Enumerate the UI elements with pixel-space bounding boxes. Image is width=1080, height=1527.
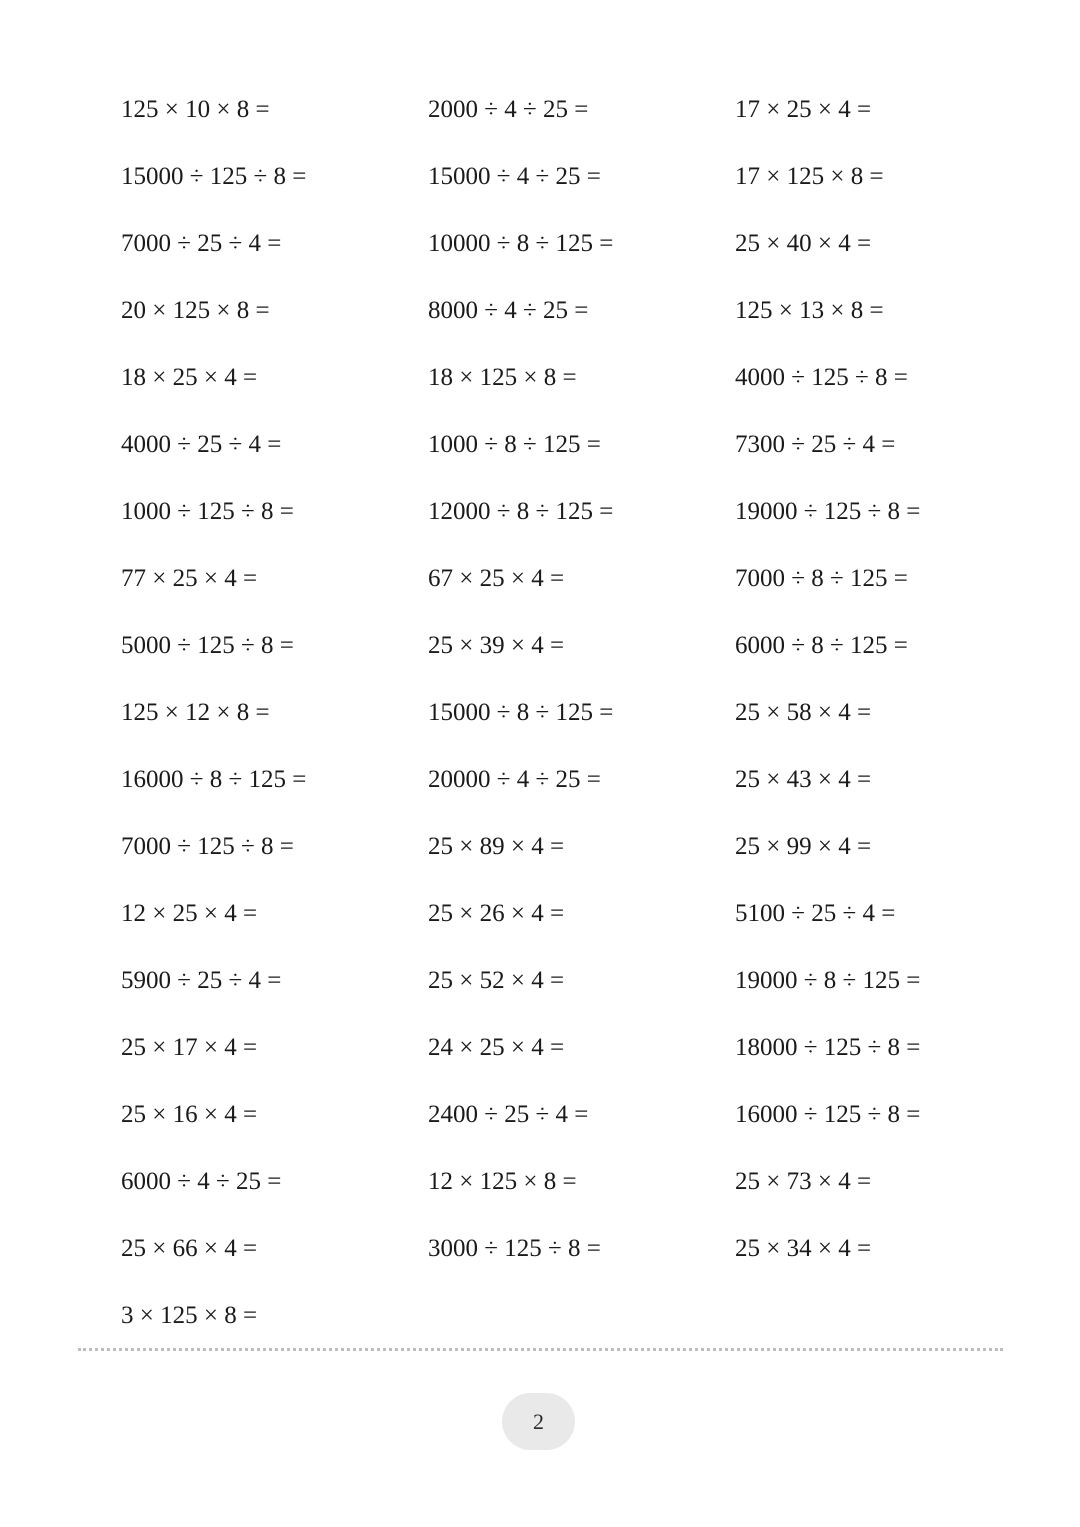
problem-item: 16000 ÷ 125 ÷ 8 = — [735, 1101, 921, 1128]
problem-item: 25 × 89 × 4 = — [428, 833, 565, 860]
problem-row — [121, 746, 1021, 813]
problem-item: 7000 ÷ 8 ÷ 125 = — [735, 565, 908, 592]
problem-item: 25 × 99 × 4 = — [735, 833, 872, 860]
problem-item: 24 × 25 × 4 = — [428, 1034, 565, 1061]
problem-item: 18 × 25 × 4 = — [121, 364, 258, 391]
problem-item: 20 × 125 × 8 = — [121, 297, 270, 324]
problem-row — [121, 478, 1021, 545]
problem-item: 12 × 125 × 8 = — [428, 1168, 577, 1195]
problem-item: 25 × 17 × 4 = — [121, 1034, 258, 1061]
problem-item: 8000 ÷ 4 ÷ 25 = — [428, 297, 589, 324]
problem-item: 25 × 40 × 4 = — [735, 230, 872, 257]
problem-item: 12 × 25 × 4 = — [121, 900, 258, 927]
problem-item: 3000 ÷ 125 ÷ 8 = — [428, 1235, 601, 1262]
problem-item: 1000 ÷ 8 ÷ 125 = — [428, 431, 601, 458]
problem-item: 6000 ÷ 4 ÷ 25 = — [121, 1168, 282, 1195]
problem-row — [121, 1282, 1021, 1349]
problem-row — [121, 210, 1021, 277]
problem-row — [121, 344, 1021, 411]
problem-item: 15000 ÷ 125 ÷ 8 = — [121, 163, 307, 190]
problem-item: 18000 ÷ 125 ÷ 8 = — [735, 1034, 921, 1061]
problem-item: 16000 ÷ 8 ÷ 125 = — [121, 766, 307, 793]
problem-item: 125 × 10 × 8 = — [121, 96, 270, 123]
problem-item: 15000 ÷ 8 ÷ 125 = — [428, 699, 614, 726]
problem-item: 7000 ÷ 125 ÷ 8 = — [121, 833, 294, 860]
problem-item: 17 × 25 × 4 = — [735, 96, 872, 123]
problem-row — [121, 277, 1021, 344]
problem-item: 18 × 125 × 8 = — [428, 364, 577, 391]
problem-row — [121, 880, 1021, 947]
problem-item: 2400 ÷ 25 ÷ 4 = — [428, 1101, 589, 1128]
problem-item: 67 × 25 × 4 = — [428, 565, 565, 592]
problem-row — [121, 947, 1021, 1014]
problem-item: 25 × 39 × 4 = — [428, 632, 565, 659]
problem-item: 15000 ÷ 4 ÷ 25 = — [428, 163, 601, 190]
problem-row — [121, 679, 1021, 746]
footer-divider — [78, 1348, 1003, 1351]
problem-item: 25 × 26 × 4 = — [428, 900, 565, 927]
problem-item: 4000 ÷ 25 ÷ 4 = — [121, 431, 282, 458]
problem-item: 125 × 12 × 8 = — [121, 699, 270, 726]
problem-row — [121, 612, 1021, 679]
problem-item: 25 × 34 × 4 = — [735, 1235, 872, 1262]
problem-item: 2000 ÷ 4 ÷ 25 = — [428, 96, 589, 123]
page-number-badge — [502, 1393, 575, 1450]
problem-item: 17 × 125 × 8 = — [735, 163, 884, 190]
problem-item: 25 × 16 × 4 = — [121, 1101, 258, 1128]
problem-item: 6000 ÷ 8 ÷ 125 = — [735, 632, 908, 659]
problem-item: 25 × 58 × 4 = — [735, 699, 872, 726]
problem-item: 77 × 25 × 4 = — [121, 565, 258, 592]
problem-item: 5900 ÷ 25 ÷ 4 = — [121, 967, 282, 994]
page-number: 2 — [533, 1408, 544, 1434]
problem-item: 10000 ÷ 8 ÷ 125 = — [428, 230, 614, 257]
problem-item: 7300 ÷ 25 ÷ 4 = — [735, 431, 896, 458]
problem-row — [121, 813, 1021, 880]
problem-item: 19000 ÷ 125 ÷ 8 = — [735, 498, 921, 525]
problem-row — [121, 1148, 1021, 1215]
problem-row — [121, 1014, 1021, 1081]
problem-grid — [121, 76, 1021, 1349]
problem-row — [121, 1081, 1021, 1148]
problem-item: 5000 ÷ 125 ÷ 8 = — [121, 632, 294, 659]
problem-item: 25 × 52 × 4 = — [428, 967, 565, 994]
problem-item: 1000 ÷ 125 ÷ 8 = — [121, 498, 294, 525]
problem-item: 12000 ÷ 8 ÷ 125 = — [428, 498, 614, 525]
problem-item: 7000 ÷ 25 ÷ 4 = — [121, 230, 282, 257]
problem-item: 5100 ÷ 25 ÷ 4 = — [735, 900, 896, 927]
problem-item: 25 × 43 × 4 = — [735, 766, 872, 793]
problem-row — [121, 76, 1021, 143]
problem-row — [121, 411, 1021, 478]
problem-item: 19000 ÷ 8 ÷ 125 = — [735, 967, 921, 994]
problem-row — [121, 1215, 1021, 1282]
problem-row — [121, 143, 1021, 210]
problem-item: 25 × 73 × 4 = — [735, 1168, 872, 1195]
problem-item: 20000 ÷ 4 ÷ 25 = — [428, 766, 601, 793]
problem-item: 25 × 66 × 4 = — [121, 1235, 258, 1262]
problem-item: 3 × 125 × 8 = — [121, 1302, 258, 1329]
problem-row — [121, 545, 1021, 612]
problem-item: 125 × 13 × 8 = — [735, 297, 884, 324]
problem-item: 4000 ÷ 125 ÷ 8 = — [735, 364, 908, 391]
